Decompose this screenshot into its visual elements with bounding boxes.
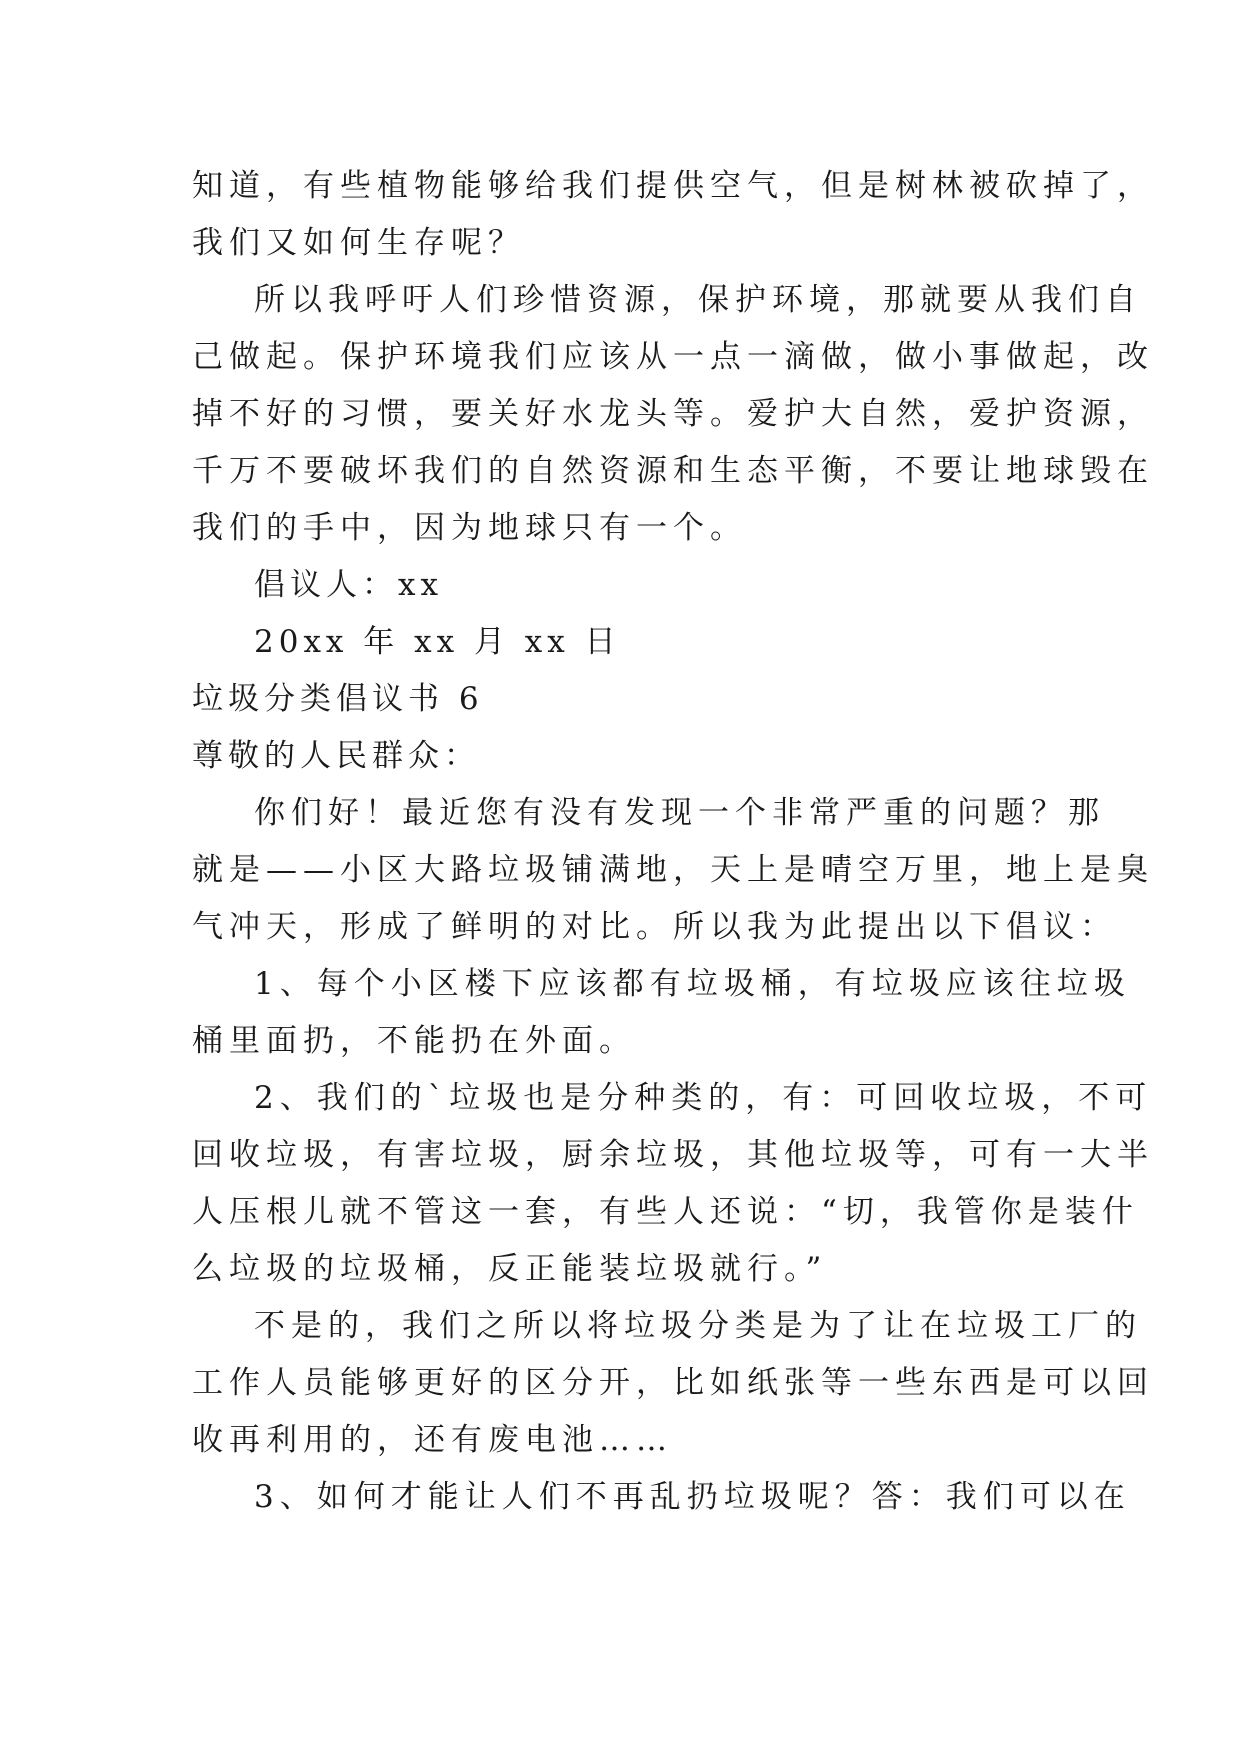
text-line: 知道，有些植物能够给我们提供空气，但是树林被砍掉了， xyxy=(192,168,1154,204)
signature-line: 倡议人：xx xyxy=(254,567,443,603)
text-line: 1、每个小区楼下应该都有垃圾桶，有垃圾应该往垃圾 xyxy=(254,966,1131,1002)
text-line: 不是的，我们之所以将垃圾分类是为了让在垃圾工厂的 xyxy=(254,1308,1142,1344)
text-line: 人压根儿就不管这一套，有些人还说：“切，我管你是装什 xyxy=(192,1194,1139,1230)
text-line: 我们又如何生存呢？ xyxy=(192,225,525,261)
salutation: 尊敬的人民群众： xyxy=(192,738,480,774)
date-line: 20xx 年 xx 月 xx 日 xyxy=(254,624,621,660)
document-body xyxy=(192,158,1154,1526)
text-line: 己做起。保护环境我们应该从一点一滴做，做小事做起，改 xyxy=(192,339,1154,375)
text-line: 所以我呼吁人们珍惜资源，保护环境，那就要从我们自 xyxy=(254,282,1142,318)
text-line: 3、如何才能让人们不再乱扔垃圾呢？答：我们可以在 xyxy=(254,1479,1131,1515)
text-line: 掉不好的习惯，要关好水龙头等。爱护大自然，爱护资源， xyxy=(192,396,1154,432)
text-line: 气冲天，形成了鲜明的对比。所以我为此提出以下倡议： xyxy=(192,909,1117,945)
text-line: 2、我们的`垃圾也是分种类的，有：可回收垃圾，不可 xyxy=(254,1080,1153,1116)
text-line: 桶里面扔，不能扔在外面。 xyxy=(192,1023,636,1059)
text-line: 就是——小区大路垃圾铺满地，天上是晴空万里，地上是臭 xyxy=(192,852,1154,888)
text-line: 回收垃圾，有害垃圾，厨余垃圾，其他垃圾等，可有一大半 xyxy=(192,1137,1154,1173)
text-line: 工作人员能够更好的区分开，比如纸张等一些东西是可以回 xyxy=(192,1365,1154,1401)
section-title: 垃圾分类倡议书 6 xyxy=(192,681,484,717)
text-line: 你们好！最近您有没有发现一个非常严重的问题？那 xyxy=(254,795,1105,831)
text-line: 么垃圾的垃圾桶，反正能装垃圾就行。” xyxy=(192,1251,828,1287)
text-line: 千万不要破坏我们的自然资源和生态平衡，不要让地球毁在 xyxy=(192,453,1154,489)
text-line: 我们的手中，因为地球只有一个。 xyxy=(192,510,747,546)
text-line: 收再利用的，还有废电池…… xyxy=(192,1422,673,1458)
